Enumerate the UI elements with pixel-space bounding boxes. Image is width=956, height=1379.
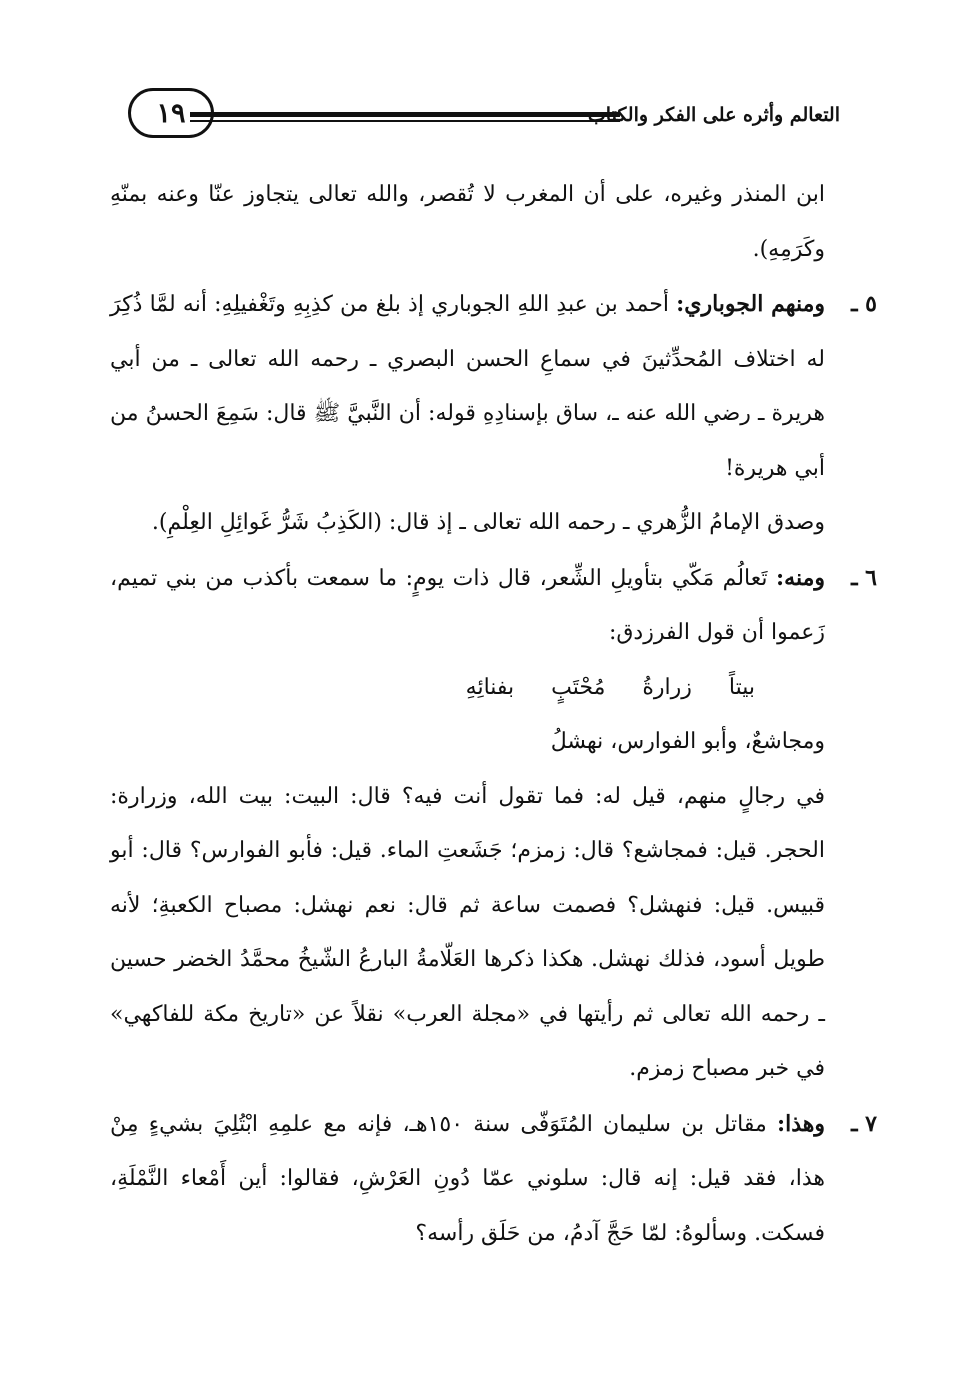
verse-line: ومجاشعٌ، وأبو الفوارس، نهشلُ	[550, 729, 825, 754]
item-number: ٥ ـ	[851, 291, 877, 317]
paragraph: في رجالٍ منهم، قيل له: فما تقول أنت فيه؟ قال: البيت: بيت الله، وزرارة: الحجر. قيل: فمجاشع؟ قال: زمزم؛ جَشَعتِ الماء. قيل: فأبو الفوارس؟ قال: أبو قبيس. قيل: فنهشل؟ فصمت ساعة ثم قال: نعم نهشل: مصباح الكعبةِ؛ لأنه طويل أسود، فذلك نهشل. هكذا ذكرها العَلّامةُ البارعُ الشّيخُ محمَّدُ الخضر حسين ـ رحمه الله تعالى ثم رأيتها في «مجلة العرب» نقلاً عن «تاريخ مكة للفاكهي» في خبر مصباح زمزم.	[110, 783, 825, 1081]
item-text: أحمد بن عبدِ اللهِ الجوباري إذ بلغ من كذِبِهِ وتَغْفيلِهِ: أنه لمَّا ذُكِرَ له اختلاف المُحدِّثينَ في سماعِ الحسن البصري ـ رحمه الله تعالى ـ من أبي هريرة ـ رضي الله عنه ـ، ساق بإسنادِهِ قوله: أن النَّبيَّ ﷺ قال: سَمِعَ الحسنُ من أبي هريرة!	[110, 292, 825, 481]
item-lead: وهذا:	[776, 1110, 825, 1137]
list-item-5	[110, 277, 877, 496]
page-number: ١٩	[128, 88, 214, 138]
running-title: التعالم وأثره على الفكر والكتاب	[587, 104, 840, 126]
item-text: تَعالُم مَكّي بتأويلِ الشِّعر، قال ذات يومٍ: ما سمعت بأكذب من بني تميم، زَعموا أن قول الفرزدق:	[110, 565, 825, 645]
item-lead: ومنه:	[776, 564, 825, 591]
list-item-7	[110, 1097, 877, 1262]
paragraph: ابن المنذر وغيره، على أن المغرب لا تُقصر، والله تعالى يتجاوز عنّا وعنه بمنّهِ وكَرَمِهِ).	[110, 182, 825, 262]
item-number: ٧ ـ	[851, 1110, 877, 1137]
body-text	[110, 168, 877, 1261]
item-number: ٦ ـ	[851, 564, 877, 591]
verse-line: بيتاً زرارةُ مُحْتَبٍ بفنائِهِ	[465, 674, 755, 700]
paragraph: وصدق الإمامُ الزُّهري ـ رحمه الله تعالى ـ إذ قال: (الكَذِبُ شَرُّ غَوائِلِ العِلْمِ).	[151, 510, 825, 535]
item-text: مقاتل بن سليمان المُتَوَفّى سنة ١٥٠هـ، فإنه مع علمِهِ ابْتُلِيَ بشيءٍ مِنْ هذا، فقد قيل: إنه قال: سلوني عمّا دُونِ العَرْشِ، فقالوا: أين أَمْعاء النَّمْلَةِ، فسكت. وسألوهُ: لمّا حَجَّ آدمُ، من حَلَق رأسه؟	[110, 1111, 825, 1246]
page-header	[120, 88, 840, 140]
item-lead: ومنهم الجوباري:	[676, 291, 825, 317]
list-item-6	[110, 551, 877, 661]
header-rule	[190, 112, 620, 122]
